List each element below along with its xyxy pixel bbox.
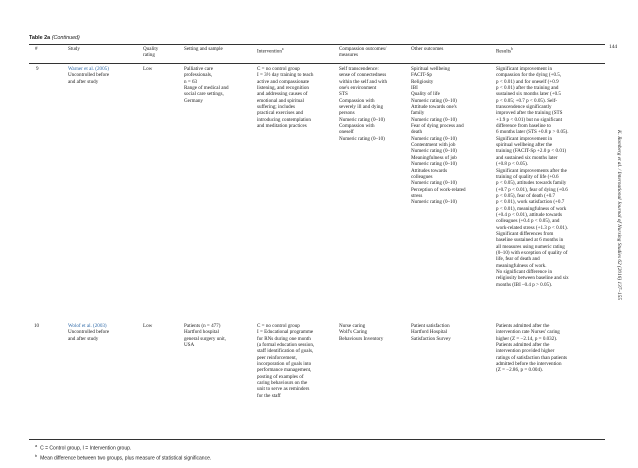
header-intervention-mark: a <box>281 47 284 51</box>
row-9-quality: Low <box>143 66 153 72</box>
table-caption <box>29 35 80 41</box>
header-study: Study <box>68 46 80 52</box>
table-footnotes <box>35 443 211 462</box>
row-9-study-design: Uncontrolled before and after study <box>68 72 110 85</box>
page-number: 144 <box>609 44 618 50</box>
header-results <box>496 46 513 55</box>
row-10-quality: Low <box>143 323 153 329</box>
running-head: K. Romberg et al. / International Journal of Nursing Studies 62 (2016) 137–155 <box>616 130 622 300</box>
footnote-b-text: Mean difference between two groups, plus measure of statistical significance. <box>40 455 212 462</box>
header-num: # <box>35 46 38 52</box>
row-9-intervention: C = no control group I = 3½ day training to teach active and compassionate listening, and recognition and addressing causes of emotional and spiritual suffering; includes practical exercises and introducing contemplation and meditation practices <box>257 66 314 130</box>
row-9-num: 9 <box>36 66 39 72</box>
header-quality: Quality rating <box>143 46 159 59</box>
row-10-study-link[interactable]: Wolof et al. (2003) <box>68 323 107 329</box>
row-10-other: Patient satisfaction Hartford Hospital Satisfaction Survey <box>411 323 451 342</box>
table-top-rule <box>29 44 605 45</box>
row-10-study <box>68 323 109 342</box>
header-results-text: Results <box>496 48 512 55</box>
row-9-compassion: Self transcendence: sense of connectedness within the self and with one's environment STS Compassion with severely ill and dying persons Numeric rating (0–10) Compassion with oneself Numeric rating (0–10) <box>339 66 388 142</box>
table-header-rule <box>29 63 605 64</box>
row-9-study-link[interactable]: Warner et al. (2005) <box>68 66 109 72</box>
header-intervention <box>257 46 284 55</box>
row-10-compassion: Nurse caring Wolf's Caring Behaviours Inventory <box>339 323 384 342</box>
footnote-a-mark: a <box>35 444 38 448</box>
footnote-a-text: C = Control group, I = Intervention group. <box>40 445 132 452</box>
header-other: Other outcomes <box>411 46 444 52</box>
header-intervention-text: Intervention <box>257 48 282 55</box>
table-label: Table 2a <box>29 35 51 41</box>
row-9-results: Significant improvement in compassion for the dying (+0.5, p < 0.01) and for oneself (+0.9 p < 0.01) after the training and sustained six months later (+0.5 p < 0.05; +0.7 p < 0.05). Self- transcendence significantly improved after the training (STS +1.9 p < 0.01) but no significant difference from baseline to 6 months later (STS +0.8 p > 0.05). Significant improvement in spiritual wellbeing after the training (FACIT-Sp +2.0 p < 0.01) and sustained six months later (+0.8 p < 0.05). Significant improvements after the training of quality of life (+0.6 p < 0.05), attitudes towards family (+0.7 p < 0.01), fear of dying (+0.6 p < 0.05), fear of death (+0.7 p < 0.01), work satisfaction (+0.7 p < 0.01), meaningfulness of work (+0.4 p < 0.01), attitude towards colleagues (+0.4 p < 0.05), and work-related stress (+1.3 p < 0.01). Significant differences from baseline sustained at 6 months in all measures using numeric rating (0–10) with exception of quality of life, fear of death and meaningfulness of work. No significant difference in religiosity between baseline and six months (IBI –0.4 p > 0.05). <box>496 66 569 288</box>
row-10-results: Patients admitted after the intervention rate Nurses' caring higher (Z = −2.14, p = 0.032). Patients admitted after the intervention provided higher ratings of satisfaction than patients admitted before the intervention (Z = −2.86, p = 0.004). <box>496 323 568 374</box>
footnote-a <box>35 443 211 453</box>
row-9-setting: Palliative care professionals, n = 63 Range of medical and social care settings, Germany <box>184 66 229 104</box>
row-9-study <box>68 66 109 85</box>
header-compassion: Compassion outcomes/ measures <box>339 46 387 59</box>
header-setting: Setting and sample <box>184 46 223 52</box>
row-10-num: 10 <box>34 323 40 329</box>
row-10-intervention: C = no control group I = Educational programme for RNs during one month (a formal education session, staff identification of goals, peer reinforcement, incorporation of goals into performance management, posting of examples of caring behaviours on the unit to serve as reminders for the staff <box>257 323 315 399</box>
table-bottom-rule <box>29 439 605 440</box>
footnote-b-mark: b <box>35 453 38 458</box>
table-continued: (Continued) <box>51 35 80 41</box>
row-10-study-design: Uncontrolled before and after study <box>68 329 110 342</box>
row-9-other: Spiritual wellbeing FACIT-Sp Religiosity IBI Quality of life Numeric rating (0–10) Attitude towards one's family Numeric rating (0–10) Fear of dying process and death Numeric rating (0–10) Contentment with job Numeric rating (0–10) Meaningfulness of job Numeric rating (0–10) Attitudes towards colleagues Numeric rating (0–10) Perception of work-related stress Numeric rating (0–10) <box>411 66 466 206</box>
header-results-mark: b <box>511 47 513 51</box>
footnote-b <box>35 453 211 463</box>
row-10-setting: Patients (n = 477) Hartford hospital general surgery unit, USA <box>184 323 226 349</box>
